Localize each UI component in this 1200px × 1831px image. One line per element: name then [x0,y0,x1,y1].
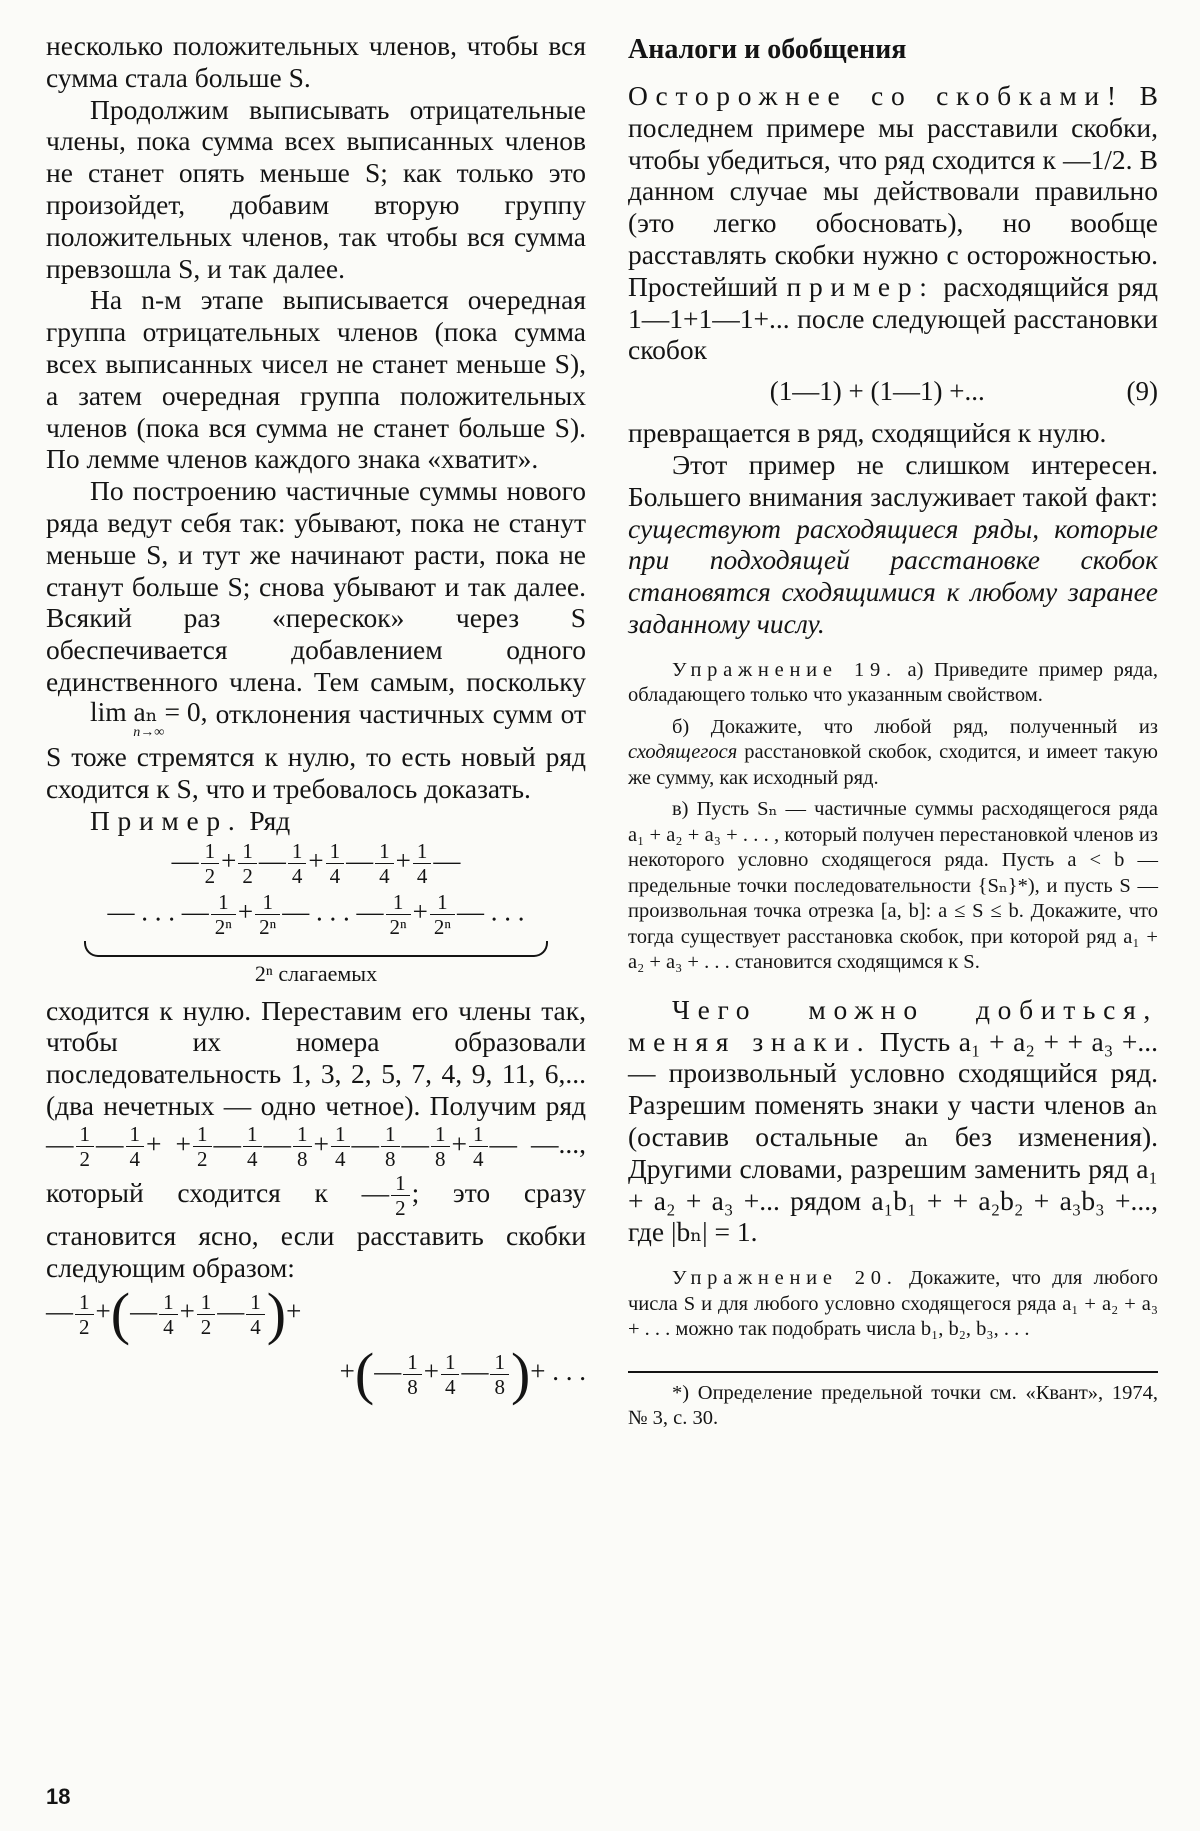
right-column [628,30,1158,1432]
left-column [46,30,586,1405]
paragraph: превращается в ряд, сходящийся к нулю. [628,417,1107,449]
paragraph: несколько положительных членов, чтобы вся сумма стала больше S. [46,30,586,93]
underbrace [84,941,548,957]
paragraph: Осторожнее со скобками! В последнем примере мы расставили скобки, чтобы убедиться, что ряд сходится к —1/2. В данном случае мы действовали правильно (это легко обосновать), но вообще расставлять скобки нужно с осторожностью. Простейший пример: расходящийся ряд 1—1+1—1+... после следующей расстановки скобок [628,80,1159,366]
exercise-20: Упражнение 20. Докажите, что для любого числа S и для любого условно сходящегося ряда a₁ + a₂ + a₃ + . . . можно так подобрать числа b₁, b₂, b₃, . . . [628,1267,1159,1341]
series-formula-line2: — . . . — $\frac{1}{\text{2ⁿ}}$ + $\frac{1}{\text{2ⁿ}}$ — . . . — $\frac{1}{\text{2ⁿ}}$ + $\frac{1}{\text{2ⁿ}}$ — . . . [107,889,525,939]
paragraph: Продолжим выписывать отрицательные члены, пока сумма всех выписанных членов не станет опять меньше S; как только это произойдет, добавим вторую группу положительных членов, так чтобы вся сумма превзошла S, и так далее. [46,93,586,284]
footnote-divider [628,1371,1158,1373]
bracket-formula-line1: — $\frac{1}{2}$ +(— $\frac{1}{4}$ + $\frac{1}{2}$ — $\frac{1}{4}$ )+ [46,1281,302,1347]
page-number: 18 [46,1784,71,1809]
series-formula-line1: — $\frac{1}{2}$ + $\frac{1}{2}$ — $\frac{1}{4}$ + $\frac{1}{4}$ — $\frac{1}{4}$ + $\frac{1}{4}$ — [171,838,461,888]
footnote: *) Определение предельной точки см. «Квант», 1974, № 3, с. 30. [628,1381,1158,1430]
paragraph: сходится к нулю. Переставим его члены так, чтобы их номера образовали последовательность 1, 3, 2, 5, 7, 4, 9, 11, 6,... (два нечетных — одно четное). Получим ряд — $\frac{1}{2}$ — $\frac{1}{4}$ + + $\frac{1}{2}$ — $\frac{1}{4}$ — $\frac{1}{8}$ + $\frac{1}{4}$ — $\frac{1}{8}$ — $\frac{1}{8}$ + $\frac{1}{4}$ — —..., который сходится к — $\frac{1}{2}$ ; это сразу становится ясно, если расставить скобки следующим образом: [46,994,587,1283]
section-heading: Аналоги и обобщения [628,34,907,65]
limit-expression: lim aₙ = 0, n→∞ [90,695,208,741]
equation-9: (1—1) + (1—1) +... (9) [769,376,1158,407]
paragraph: По построению частичные суммы нового ряда ведут себя так: убывают, пока не станут меньше S, и тут же начинают расти, пока не станут больше S; снова убывают и так далее. Всякий раз «перескок» через S обеспечивается добавлением одного единственного члена. Тем самым, поскольку lim aₙ = 0, n→∞ отклонения частичных сумм от S тоже стремятся к нулю, то есть новый ряд сходится к S, что и требовалось доказать. [46,475,587,805]
paragraph: Чего можно добиться, меняя знаки. Пусть a₁ + a₂ + + a₃ +... — произвольный условно сходящийся ряд. Разрешим поменять знаки у части членов aₙ (оставив остальные aₙ без изменения). Другими словами, разрешим заменить ряд a₁ + a₂ + a₃ +... рядом a₁b₁ + + a₂b₂ + a₃b₃ +..., где |bₙ| = 1. [628,993,1159,1248]
underbrace-label: 2ⁿ слагаемых [254,960,378,986]
exercise-19: Упражнение 19. а) Приведите пример ряда, обладающего только что указанным свойством. б) Докажите, что любой ряд, полученный из сходящегося расстановкой скобок, сходится, и имеет такую же сумму, как исходный ряд. в) Пусть Sₙ — частичные суммы расходящегося ряда a₁ + a₂ + a₃ + . . . , который получен перестановкой членов из некоторого условно сходящегося ряда. Пусть a < b — предельные точки последовательности {Sₙ}*), и пусть S — произвольная точка отрезка [a, b]: a ≤ S ≤ b. Докажите, что тогда существует расстановка скобок, при которой ряд a₁ + a₂ + a₃ + . . . становится сходящимся к S. [628,658,1158,974]
equation-number: (9) [1126,376,1158,407]
example-heading: Пример. Ряд [90,804,291,836]
bracket-formula-line2: +(— $\frac{1}{8}$ + $\frac{1}{4}$ — $\frac{1}{8}$ )+ . . . [339,1341,586,1407]
paragraph: Этот пример не слишком интересен. Большего внимания заслуживает такой факт: существуют расходящиеся ряды, которые при подходящей расстановке скобок становятся сходящимися к любому заранее заданному числу. [628,448,1158,639]
paragraph: На n-м этапе выписывается очередная группа отрицательных членов (пока сумма всех выписанных чисел не станет меньше S), а затем очередная группа положительных членов (пока вся сумма не станет больше S). По лемме членов каждого знака «хватит». [46,284,586,475]
